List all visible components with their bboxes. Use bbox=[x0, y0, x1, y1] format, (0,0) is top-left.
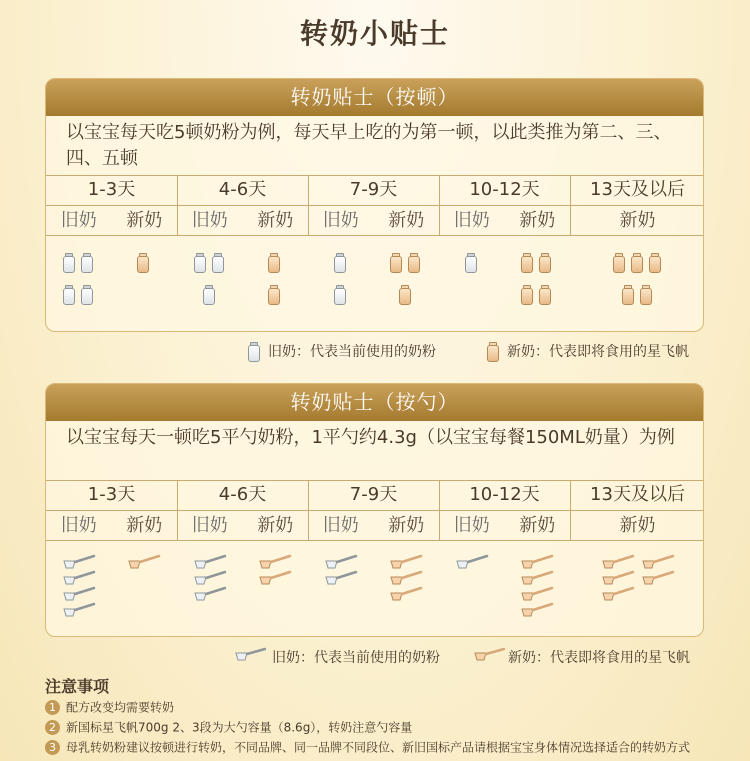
new-scoop-icon bbox=[601, 554, 635, 570]
new-scoop-icon bbox=[641, 570, 675, 586]
old-scoop-icon bbox=[62, 602, 96, 618]
day-range-label: 13天及以后 bbox=[590, 179, 685, 200]
new-bottle-icon bbox=[613, 253, 625, 273]
day-range-label: 4-6天 bbox=[218, 179, 267, 200]
bottle-body bbox=[613, 256, 625, 273]
day-range-label: 4-6天 bbox=[218, 484, 267, 505]
grid-line bbox=[46, 540, 704, 541]
new-bottle-icon bbox=[390, 253, 402, 273]
new-milk-label: 新奶 bbox=[126, 515, 163, 536]
new-scoop-icon bbox=[520, 586, 554, 602]
bottle-body bbox=[334, 288, 346, 305]
old-bottle-icon bbox=[465, 253, 477, 273]
legend-old-text: 旧奶：代表当前使用的奶粉 bbox=[272, 650, 440, 666]
day-range-label: 7-9天 bbox=[349, 179, 398, 200]
new-bottle-icon bbox=[399, 285, 411, 305]
bottle-body bbox=[81, 288, 93, 305]
old-bottle-icon bbox=[212, 253, 224, 273]
new-scoop-icon bbox=[520, 554, 554, 570]
new-scoop-icon bbox=[127, 554, 161, 570]
new-scoop-icon bbox=[389, 570, 423, 586]
new-bottle-icon bbox=[268, 285, 280, 305]
card-header: 转奶贴士（按顿） bbox=[46, 79, 703, 116]
old-milk-label: 旧奶 bbox=[191, 210, 228, 231]
bottle-body bbox=[622, 288, 634, 305]
bottle-body bbox=[81, 256, 93, 273]
day-range-label: 13天及以后 bbox=[590, 484, 685, 505]
grid-line bbox=[46, 510, 704, 511]
legend-old-text: 旧奶：代表当前使用的奶粉 bbox=[268, 344, 436, 360]
new-scoop-icon bbox=[641, 554, 675, 570]
new-milk-label: 新奶 bbox=[619, 210, 656, 231]
old-milk-label: 旧奶 bbox=[60, 210, 97, 231]
old-scoop-icon bbox=[193, 570, 227, 586]
schedule-grid bbox=[46, 175, 704, 332]
new-scoop-icon bbox=[473, 647, 505, 663]
new-bottle-icon bbox=[640, 285, 652, 305]
new-bottle-icon bbox=[487, 342, 499, 362]
card-description: 以宝宝每天一顿吃5平勺奶粉，1平勺约4.3g（以宝宝每餐150ML奶量）为例 bbox=[66, 427, 675, 448]
old-scoop-icon bbox=[324, 570, 358, 586]
old-bottle-icon bbox=[81, 285, 93, 305]
old-milk-label: 旧奶 bbox=[453, 515, 490, 536]
old-scoop-icon bbox=[62, 570, 96, 586]
old-milk-label: 旧奶 bbox=[453, 210, 490, 231]
old-scoop-icon bbox=[193, 586, 227, 602]
old-milk-label: 旧奶 bbox=[322, 210, 359, 231]
bottle-body bbox=[521, 256, 533, 273]
new-scoop-icon bbox=[601, 570, 635, 586]
note-text: 配方改变均需要转奶 bbox=[66, 700, 175, 715]
card-description: 以宝宝每天吃5顿奶粉为例，每天早上吃的为第一顿，以此类推为第二、三、四、五顿 bbox=[66, 122, 672, 169]
note-number: 1 bbox=[45, 700, 60, 715]
day-range-label: 10-12天 bbox=[469, 484, 540, 505]
schedule-grid bbox=[46, 480, 704, 637]
old-milk-label: 旧奶 bbox=[191, 515, 228, 536]
bottle-body bbox=[194, 256, 206, 273]
new-scoop-icon bbox=[520, 570, 554, 586]
new-milk-label: 新奶 bbox=[257, 515, 294, 536]
day-range-label: 10-12天 bbox=[469, 179, 540, 200]
new-milk-label: 新奶 bbox=[388, 515, 425, 536]
old-scoop-icon bbox=[62, 554, 96, 570]
legend-new bbox=[487, 341, 707, 363]
new-scoop-icon bbox=[389, 586, 423, 602]
old-scoop-icon bbox=[455, 554, 489, 570]
bottle-body bbox=[521, 288, 533, 305]
bottle-body bbox=[649, 256, 661, 273]
old-bottle-icon bbox=[334, 253, 346, 273]
bottle-body bbox=[408, 256, 420, 273]
new-bottle-icon bbox=[539, 253, 551, 273]
new-bottle-icon bbox=[631, 253, 643, 273]
new-milk-label: 新奶 bbox=[519, 515, 556, 536]
bottle-body bbox=[268, 256, 280, 273]
new-scoop-icon bbox=[520, 602, 554, 618]
grid-line bbox=[46, 205, 704, 206]
note-text: 母乳转奶粉建议按顿进行转奶，不同品牌、同一品牌不同段位、新旧国标产品请根据宝宝身体情况选择适合的转奶方式 bbox=[66, 740, 691, 755]
bottle-body bbox=[268, 288, 280, 305]
note-number: 3 bbox=[45, 740, 60, 755]
note-number: 2 bbox=[45, 720, 60, 735]
bottle-body bbox=[137, 256, 149, 273]
old-bottle-icon bbox=[63, 285, 75, 305]
grid-line bbox=[46, 235, 704, 236]
new-milk-label: 新奶 bbox=[388, 210, 425, 231]
legend-new-text: 新奶：代表即将食用的星飞帆 bbox=[507, 344, 689, 360]
bottle-body bbox=[465, 256, 477, 273]
old-scoop-icon bbox=[62, 586, 96, 602]
legend-new bbox=[473, 647, 713, 669]
new-bottle-icon bbox=[539, 285, 551, 305]
bottle-body bbox=[63, 288, 75, 305]
legend-new-text: 新奶：代表即将食用的星飞帆 bbox=[508, 650, 690, 666]
bottle-body bbox=[212, 256, 224, 273]
note-text: 新国标星飞帆700g 2、3段为大勺容量（8.6g），转奶注意勺容量 bbox=[66, 720, 413, 735]
new-scoop-icon bbox=[258, 554, 292, 570]
notes-title: 注意事项 bbox=[45, 677, 110, 696]
new-bottle-icon bbox=[137, 253, 149, 273]
old-bottle-icon bbox=[194, 253, 206, 273]
note-item bbox=[45, 738, 690, 756]
bottle-body bbox=[334, 256, 346, 273]
new-milk-label: 新奶 bbox=[519, 210, 556, 231]
old-milk-label: 旧奶 bbox=[60, 515, 97, 536]
page-title: 转奶小贴士 bbox=[299, 17, 450, 50]
bottle-body bbox=[640, 288, 652, 305]
day-range-label: 1-3天 bbox=[87, 484, 136, 505]
bottle-body bbox=[399, 288, 411, 305]
old-bottle-icon bbox=[248, 342, 260, 362]
bottle-tips-card bbox=[45, 78, 704, 332]
note-item bbox=[45, 718, 412, 736]
card-header: 转奶贴士（按勺） bbox=[46, 384, 703, 421]
old-bottle-icon bbox=[203, 285, 215, 305]
new-scoop-icon bbox=[258, 570, 292, 586]
old-scoop-icon bbox=[234, 647, 266, 663]
new-bottle-icon bbox=[268, 253, 280, 273]
new-bottle-icon bbox=[622, 285, 634, 305]
note-item bbox=[45, 698, 174, 716]
new-milk-label: 新奶 bbox=[257, 210, 294, 231]
day-range-label: 7-9天 bbox=[349, 484, 398, 505]
new-scoop-icon bbox=[601, 586, 635, 602]
bottle-body bbox=[390, 256, 402, 273]
new-milk-label: 新奶 bbox=[126, 210, 163, 231]
bottle-body bbox=[203, 288, 215, 305]
new-bottle-icon bbox=[649, 253, 661, 273]
new-bottle-icon bbox=[521, 253, 533, 273]
bottle-body bbox=[63, 256, 75, 273]
bottle-body bbox=[539, 288, 551, 305]
old-bottle-icon bbox=[81, 253, 93, 273]
new-scoop-icon bbox=[389, 554, 423, 570]
scoop-tips-card bbox=[45, 383, 704, 637]
new-bottle-icon bbox=[408, 253, 420, 273]
old-milk-label: 旧奶 bbox=[322, 515, 359, 536]
old-bottle-icon bbox=[63, 253, 75, 273]
bottle-body bbox=[631, 256, 643, 273]
legend-old bbox=[248, 341, 458, 363]
old-bottle-icon bbox=[334, 285, 346, 305]
legend-old bbox=[234, 647, 464, 669]
old-scoop-icon bbox=[193, 554, 227, 570]
day-range-label: 1-3天 bbox=[87, 179, 136, 200]
new-milk-label: 新奶 bbox=[619, 515, 656, 536]
new-bottle-icon bbox=[521, 285, 533, 305]
bottle-body bbox=[539, 256, 551, 273]
old-scoop-icon bbox=[324, 554, 358, 570]
